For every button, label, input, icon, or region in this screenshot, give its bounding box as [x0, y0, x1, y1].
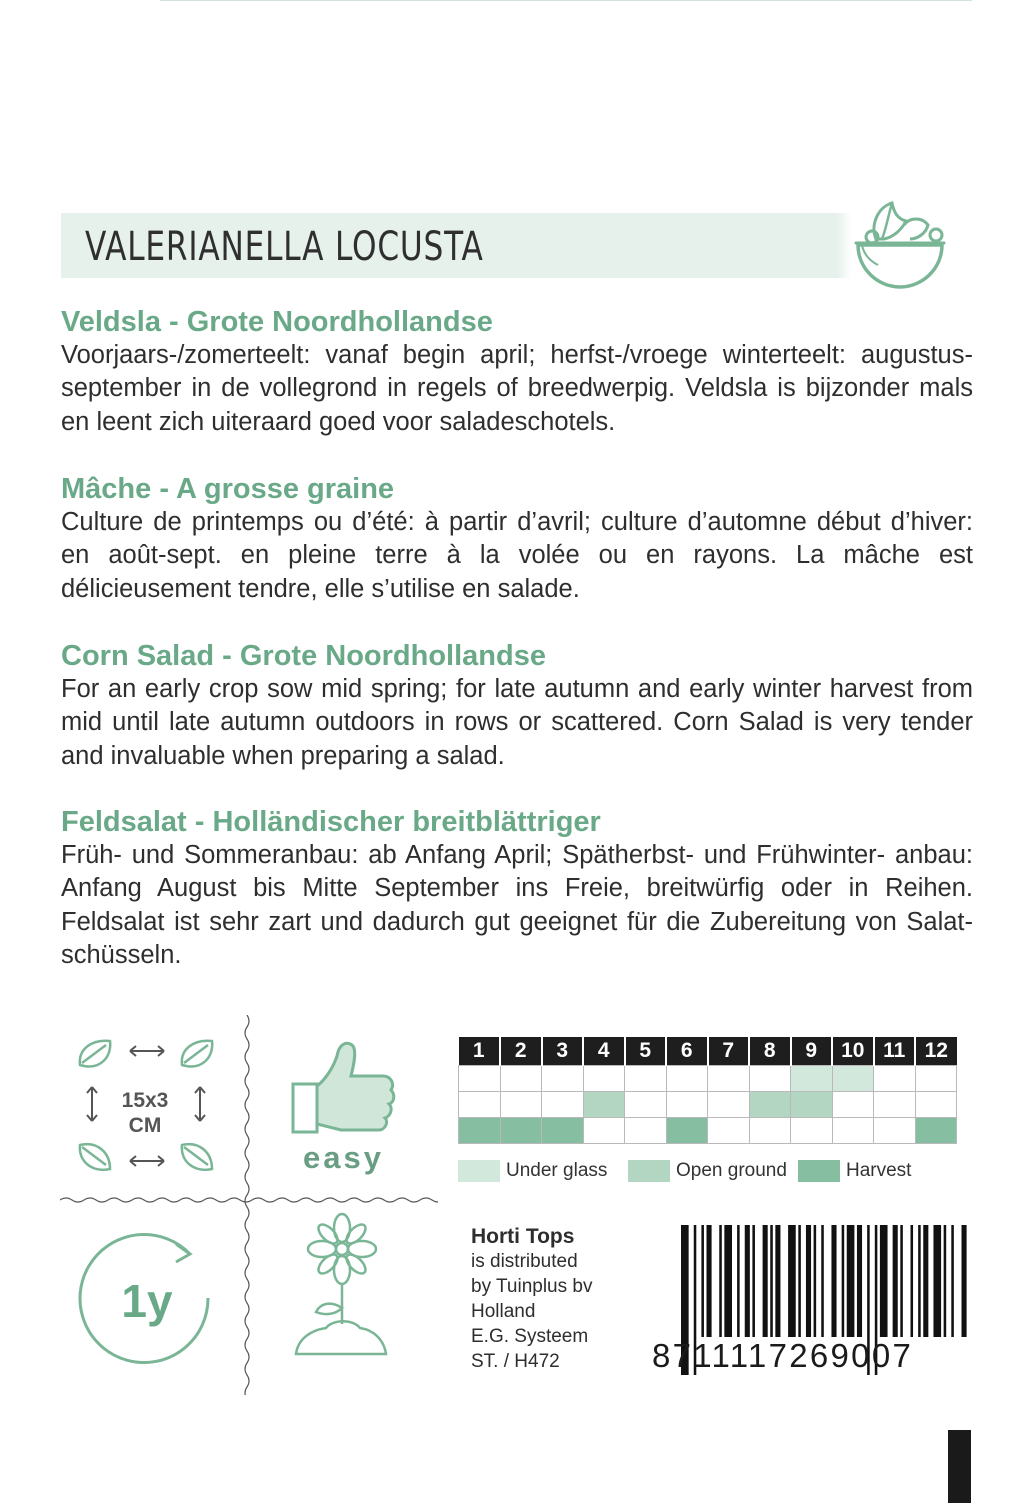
- top-rule: [160, 0, 972, 1]
- cell-open-ground-10: [832, 1091, 874, 1117]
- legend-swatch: [798, 1160, 840, 1182]
- legend-open-ground: [628, 1158, 787, 1184]
- cell-harvest-7: [708, 1117, 750, 1143]
- spacing-line2: CM: [128, 1114, 162, 1137]
- brand-name: Horti Tops: [471, 1225, 575, 1248]
- divider-horizontal: [60, 1196, 438, 1204]
- cell-open-ground-3: [542, 1091, 584, 1117]
- barcode-bar: [847, 1225, 855, 1337]
- barcode-bar: [770, 1225, 773, 1337]
- barcode-bar: [788, 1225, 796, 1337]
- section-english: [61, 639, 973, 773]
- legend-label: Open ground: [676, 1160, 787, 1181]
- legend-harvest: [798, 1158, 911, 1184]
- month-7: 7: [708, 1037, 750, 1065]
- month-5: 5: [625, 1037, 667, 1065]
- barcode-bar: [923, 1225, 928, 1337]
- barcode-bar: [831, 1225, 836, 1337]
- cell-harvest-10: [832, 1117, 874, 1143]
- salad-bowl-icon: [848, 195, 952, 291]
- section-german: [61, 805, 973, 972]
- barcode-bar: [944, 1225, 947, 1337]
- month-6: 6: [666, 1037, 708, 1065]
- section-body: For an early crop sow mid spring; for late autumn and early winter harvest from mid until late autumn outdoors in rows or scattered. Corn Salad is very tender and invaluable when preparing a salad.: [61, 675, 973, 770]
- barcode-bar: [911, 1225, 914, 1337]
- legend-label: Harvest: [846, 1160, 912, 1181]
- cell-harvest-2: [500, 1117, 542, 1143]
- legend-swatch: [628, 1160, 670, 1182]
- barcode-bar: [900, 1225, 903, 1337]
- cell-under-glass-7: [708, 1065, 750, 1091]
- section-heading: Veldsla - Grote Noordhollandse: [61, 306, 493, 338]
- lifespan-label: 1y: [121, 1275, 173, 1327]
- cell-open-ground-5: [625, 1091, 667, 1117]
- legend-swatch: [458, 1160, 500, 1182]
- cell-harvest-3: [542, 1117, 584, 1143]
- cell-harvest-6: [666, 1117, 708, 1143]
- barcode-bar: [763, 1225, 768, 1337]
- cell-open-ground-4: [583, 1091, 625, 1117]
- sowing-calendar: [458, 1037, 957, 1144]
- barcode-bar: [918, 1225, 921, 1337]
- barcode-bar: [893, 1225, 898, 1337]
- lifecycle-icon: [72, 1228, 217, 1373]
- cell-open-ground-7: [708, 1091, 750, 1117]
- cell-under-glass-9: [791, 1065, 833, 1091]
- edge-mark: [948, 1430, 971, 1503]
- barcode-bar: [880, 1225, 888, 1337]
- cell-harvest-1: [459, 1117, 501, 1143]
- legend-label: Under glass: [506, 1160, 608, 1181]
- distributor-line: is distributed: [471, 1251, 578, 1272]
- barcode-bar: [707, 1225, 712, 1337]
- month-10: 10: [832, 1037, 874, 1065]
- section-heading: Corn Salad - Grote Noordhollandse: [61, 640, 546, 672]
- distributor-line: Holland: [471, 1301, 536, 1322]
- month-12: 12: [915, 1037, 957, 1065]
- cell-under-glass-3: [542, 1065, 584, 1091]
- calendar-row-under-glass: [459, 1065, 957, 1091]
- section-body: Voorjaars-/zomerteelt: vanaf begin april; herfst-/vroege winterteelt: augustus-september in de vollegrond in regels of breedwerpig. Veldsla is bijzonder mals en leent zich uiteraard goed voor saladeschotels.: [61, 341, 974, 436]
- barcode-digits: 8711117269007: [652, 1337, 914, 1374]
- cell-harvest-9: [791, 1117, 833, 1143]
- sprout-soil-icon: [290, 1212, 390, 1362]
- spacing-line1: 15x3: [121, 1089, 169, 1112]
- month-1: 1: [459, 1037, 501, 1065]
- barcode-bar: [737, 1225, 740, 1337]
- section-body: Früh- und Sommeranbau: ab Anfang April; Spätherbst- und Frühwinter- anbau: Anfang August bis Mitte September ins Freie, breitwürfig oder in Reihen. Feldsalat ist sehr zart und dadurch gut geeignet für die Zubereitung von Salat-schüsseln.: [61, 841, 974, 969]
- cell-open-ground-2: [500, 1091, 542, 1117]
- cell-open-ground-9: [791, 1091, 833, 1117]
- calendar-row-harvest: [459, 1117, 957, 1143]
- barcode-bar: [752, 1225, 755, 1337]
- cell-open-ground-6: [666, 1091, 708, 1117]
- month-4: 4: [583, 1037, 625, 1065]
- barcode-bar: [962, 1225, 967, 1337]
- calendar-row-open-ground: [459, 1091, 957, 1117]
- cell-under-glass-5: [625, 1065, 667, 1091]
- section-french: [61, 472, 973, 606]
- month-2: 2: [500, 1037, 542, 1065]
- cell-under-glass-12: [915, 1065, 957, 1091]
- cell-harvest-8: [749, 1117, 791, 1143]
- cell-under-glass-6: [666, 1065, 708, 1091]
- cell-open-ground-8: [749, 1091, 791, 1117]
- cell-under-glass-10: [832, 1065, 874, 1091]
- cell-harvest-4: [583, 1117, 625, 1143]
- divider-vertical: [243, 1015, 251, 1395]
- month-9: 9: [791, 1037, 833, 1065]
- barcode-bar: [933, 1225, 941, 1337]
- thumbs-up-icon: [285, 1038, 405, 1178]
- cell-open-ground-11: [874, 1091, 916, 1117]
- barcode-bar: [775, 1225, 780, 1337]
- barcode-bar: [857, 1225, 862, 1337]
- cell-harvest-12: [915, 1117, 957, 1143]
- month-3: 3: [542, 1037, 584, 1065]
- difficulty-label: easy: [303, 1140, 384, 1175]
- barcode-bar: [724, 1225, 732, 1337]
- cell-under-glass-2: [500, 1065, 542, 1091]
- legend-under-glass: [458, 1158, 607, 1184]
- cell-open-ground-1: [459, 1091, 501, 1117]
- barcode-bar: [719, 1225, 722, 1337]
- distributor-line: by Tuinplus bv: [471, 1276, 593, 1297]
- barcode-bar: [951, 1225, 954, 1337]
- cell-under-glass-1: [459, 1065, 501, 1091]
- cell-harvest-11: [874, 1117, 916, 1143]
- distributor-line: ST. / H472: [471, 1351, 560, 1372]
- distributor-info: [471, 1224, 661, 1374]
- spacing-icon: [70, 1035, 220, 1180]
- barcode-bar: [745, 1225, 750, 1337]
- latin-name: VALERIANELLA LOCUSTA: [85, 224, 484, 270]
- month-8: 8: [749, 1037, 791, 1065]
- calendar-header-row: [459, 1037, 957, 1065]
- cell-open-ground-12: [915, 1091, 957, 1117]
- barcode-bar: [701, 1225, 704, 1337]
- barcode-bar: [842, 1225, 845, 1337]
- cell-under-glass-8: [749, 1065, 791, 1091]
- section-heading: Mâche - A grosse graine: [61, 473, 395, 505]
- barcode-bar: [814, 1225, 817, 1337]
- barcode-bar: [806, 1225, 811, 1337]
- barcode-bar: [798, 1225, 801, 1337]
- section-heading: Feldsalat - Holländischer breitblättriger: [61, 806, 601, 838]
- distributor-line: E.G. Systeem: [471, 1326, 589, 1347]
- barcode-bar: [821, 1225, 824, 1337]
- section-dutch: [61, 305, 973, 439]
- cell-harvest-5: [625, 1117, 667, 1143]
- month-11: 11: [874, 1037, 916, 1065]
- cell-under-glass-4: [583, 1065, 625, 1091]
- section-body: Culture de printemps ou d’été: à partir d’avril; culture d’automne début d’hiver: en août-sept. en pleine terre à la volée ou en rayons. La mâche est délicieusement tendre, elle s’utilise en salade.: [61, 508, 973, 603]
- cell-under-glass-11: [874, 1065, 916, 1091]
